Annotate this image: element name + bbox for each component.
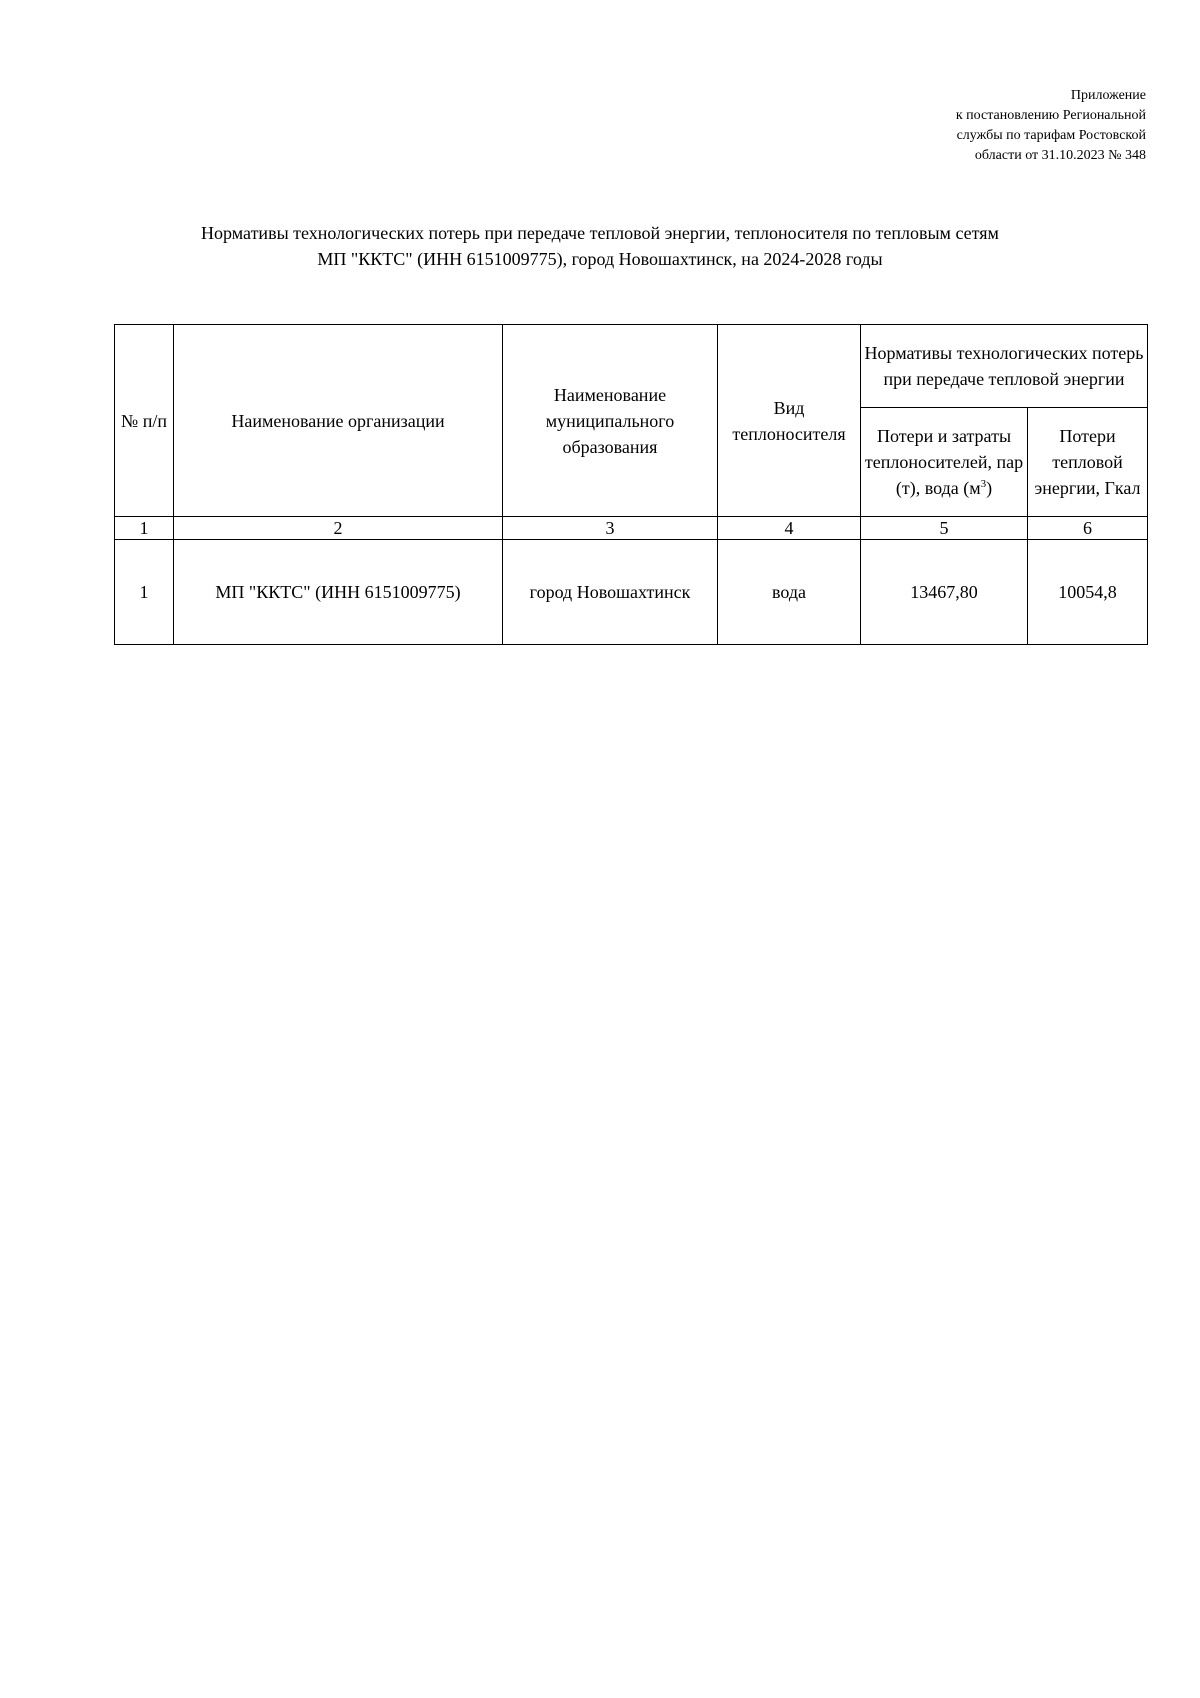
table-row (115, 540, 1148, 645)
cell-org: МП "ККТС" (ИНН 6151009775) (174, 540, 503, 645)
header-municipality: Наименование муниципального образования (503, 325, 718, 517)
appendix-line: к постановлению Региональной (955, 108, 1146, 123)
title-line: МП "ККТС" (ИНН 6151009775), город Новошахтинск, на 2024-2028 годы (317, 249, 883, 269)
header-losses-carrier-end: ) (986, 478, 993, 498)
cell-municipality: город Новошахтинск (503, 540, 718, 645)
cell-carrier: вода (718, 540, 861, 645)
cell-num: 1 (115, 540, 174, 645)
title-line: Нормативы технологических потерь при передаче тепловой энергии, теплоносителя по тепловым сетям (201, 223, 999, 243)
header-carrier: Вид теплоносителя (718, 325, 861, 517)
column-number: 6 (1028, 517, 1148, 540)
appendix-note (886, 86, 1146, 166)
column-number: 2 (174, 517, 503, 540)
table-header-row (115, 325, 1148, 408)
document-title (100, 220, 1100, 272)
appendix-line: Приложение (1070, 88, 1146, 103)
header-losses-heat: Потери тепловой энергии, Гкал (1028, 408, 1148, 517)
header-num: № п/п (115, 325, 174, 517)
column-number: 3 (503, 517, 718, 540)
appendix-line: службы по тарифам Ростовской (956, 128, 1146, 143)
cell-losses-heat: 10054,8 (1028, 540, 1148, 645)
norms-table (114, 324, 1148, 645)
header-losses-carrier (861, 408, 1028, 517)
column-number: 5 (861, 517, 1028, 540)
cell-losses-carrier: 13467,80 (861, 540, 1028, 645)
header-org: Наименование организации (174, 325, 503, 517)
column-number-row (115, 517, 1148, 540)
header-losses-carrier-sup: 3 (980, 478, 987, 490)
column-number: 1 (115, 517, 174, 540)
column-number: 4 (718, 517, 861, 540)
header-norms-group: Нормативы технологических потерь при передаче тепловой энергии (861, 325, 1148, 408)
header-losses-carrier-text: Потери и затраты теплоносителей, пар (т), вода (м (864, 426, 1024, 498)
appendix-line: области от 31.10.2023 № 348 (974, 148, 1146, 163)
